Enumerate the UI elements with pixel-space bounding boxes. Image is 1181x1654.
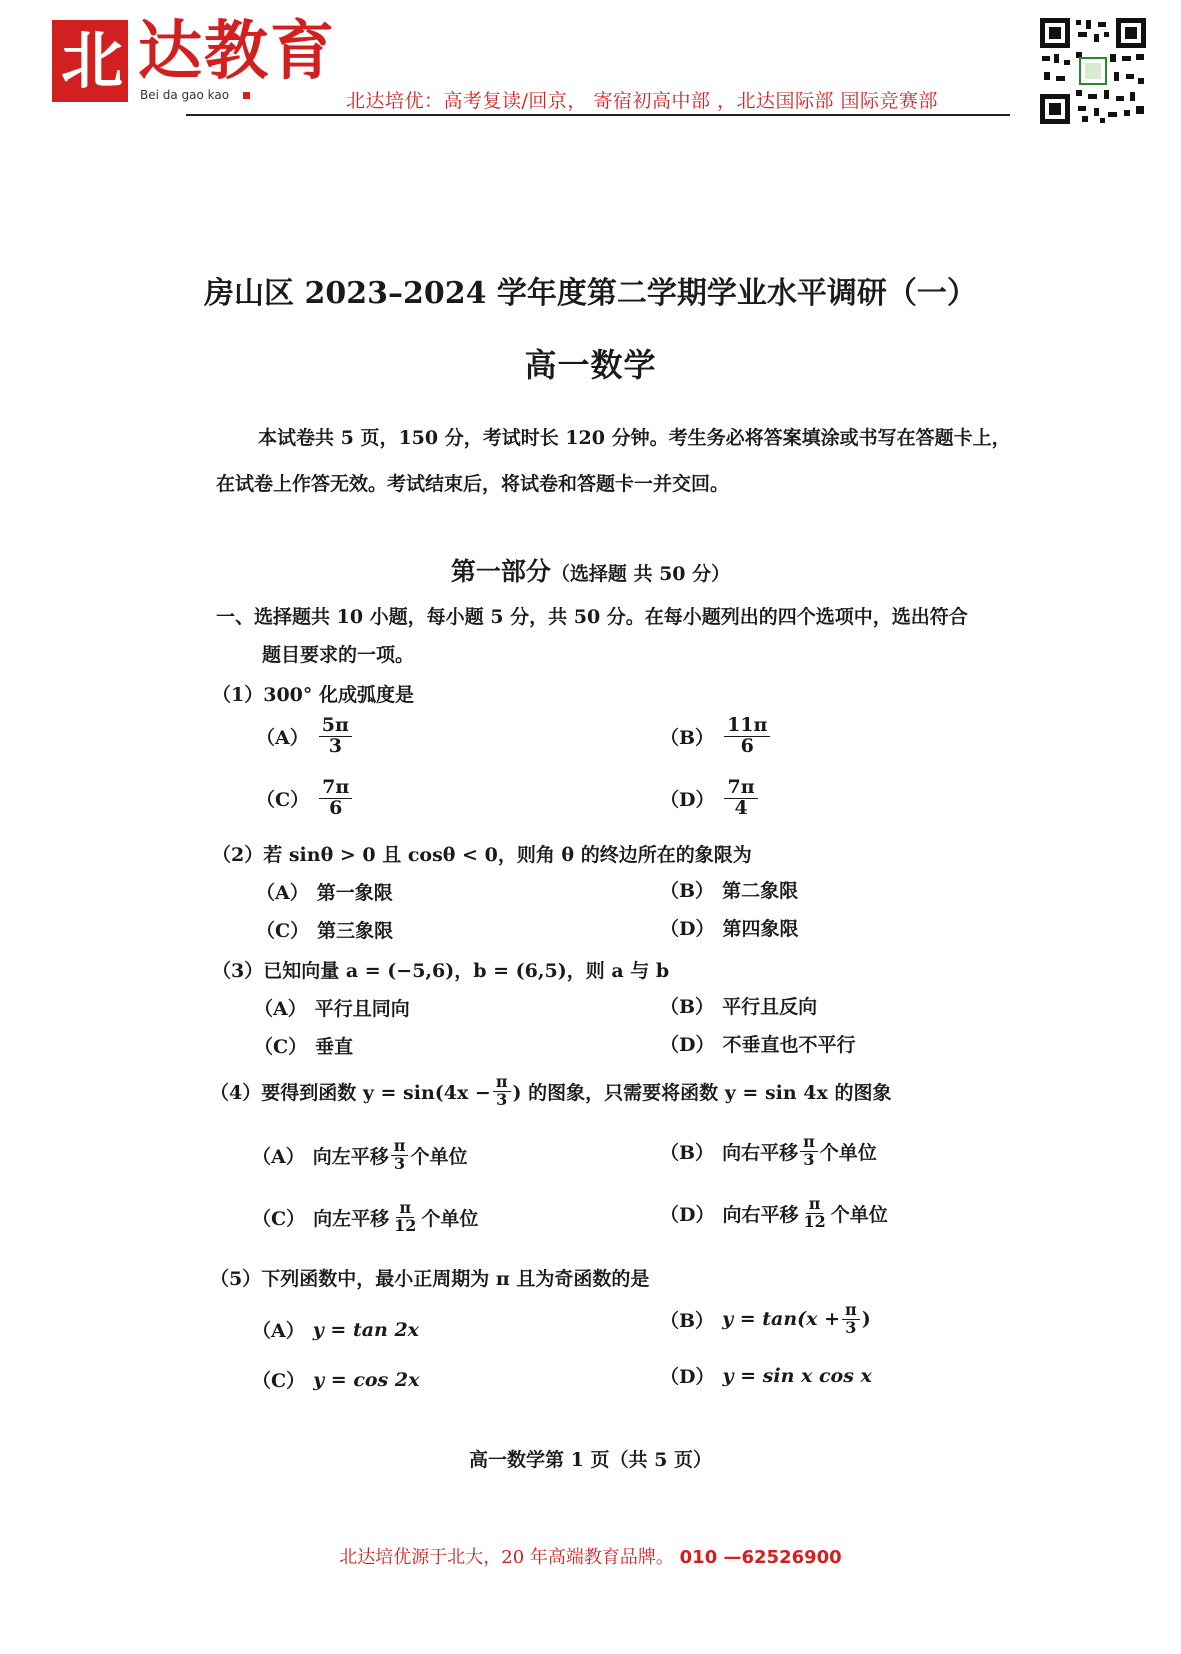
option-post: 个单位 [830,1203,888,1226]
fraction [800,1134,818,1169]
notice-line-2: 在试卷上作答无效。考试结束后，将试卷和答题卡一并交回。 [216,473,730,495]
question-4-stem [210,1074,891,1109]
header-divider [186,114,1010,116]
option-pre: y = tan(x + [722,1308,841,1331]
stem-pre: （4）要得到函数 y = sin(4x − [210,1081,491,1104]
option-label: （C） [252,1207,306,1230]
option-text: 第四象限 [722,918,799,940]
exam-subject: 高一数学 [524,346,657,384]
denominator: 6 [329,796,343,819]
section-instruction-2: 题目要求的一项。 [262,644,415,666]
logo-dot [243,92,250,99]
option-label: （D） [660,1203,715,1226]
option-label: （C） [256,788,310,811]
numerator: π [396,1200,414,1218]
option-label: （A） [256,882,309,904]
exam-title: 房山区 2023–2024 学年度第二学期学业水平调研（一） [204,276,977,311]
option-label: （D） [660,1366,715,1388]
numerator: 7π [319,778,352,799]
logo-mark: 北 [52,20,128,102]
q5-option-b [660,1302,871,1337]
notice-line-1: 本试卷共 5 页，150 分，考试时长 120 分钟。考生务必将答案填涂或书写在答题卡上， [258,427,1011,449]
q3-option-c [254,1032,353,1059]
qr-code-icon [1038,16,1148,126]
denominator: 12 [394,1215,417,1235]
logo-text: 达教育 [138,14,336,89]
numerator: 11π [724,716,770,737]
denominator: 4 [734,796,748,819]
option-text: 平行且反向 [722,996,818,1018]
option-label: （D） [660,788,715,811]
option-text: y = sin x cos x [722,1364,872,1387]
option-label: （B） [660,1141,715,1164]
part-title: 第一部分 [450,557,551,586]
option-text: 第三象限 [317,920,394,942]
fraction [801,1196,829,1231]
denominator: 6 [740,734,754,757]
option-text: 垂直 [315,1036,354,1058]
option-text: y = tan 2x [312,1318,420,1341]
q1-option-d [660,778,760,819]
option-text: 第一象限 [316,882,393,904]
denominator: 3 [328,734,342,757]
numerator: π [800,1134,818,1152]
q2-option-b [660,876,798,903]
option-pre: 向右平移 [722,1203,799,1226]
fraction [842,1302,860,1337]
option-pre: 向右平移 [722,1141,799,1164]
denominator: 3 [496,1089,508,1109]
option-label: （A） [252,1320,305,1342]
q2-option-d [660,914,799,941]
footer-ad-text: 北达培优源于北大，20 年高端教育品牌。 [339,1547,674,1568]
option-pre: 向左平移 [313,1207,390,1230]
option-post: ) [861,1308,871,1331]
header-slogan: 北达培优：高考复读/回京， 寄宿初高中部 ，北达国际部 国际竞赛部 [346,90,939,112]
denominator: 3 [394,1153,406,1173]
option-label: （C） [254,1036,308,1058]
q2-option-c [256,916,393,943]
footer-ad-phone: 010 —62526900 [679,1547,842,1568]
q5-option-c [252,1366,419,1393]
denominator: 3 [845,1317,857,1337]
option-label: （B） [660,880,715,902]
option-post: 个单位 [410,1145,468,1168]
option-label: （B） [660,996,715,1018]
numerator: π [391,1138,409,1156]
fraction [493,1074,511,1109]
q2-option-a [256,878,393,905]
option-label: （A） [256,726,309,749]
option-label: （C） [256,920,310,942]
stem-post: ) 的图象，只需要将函数 y = sin 4x 的图象 [512,1081,892,1104]
fraction [319,778,352,819]
option-post: 个单位 [421,1207,479,1230]
q5-option-d [660,1362,872,1389]
option-label: （D） [660,1034,715,1056]
question-3-stem: （3）已知向量 a = (−5,6)，b = (6,5)，则 a 与 b [212,960,670,982]
q5-option-a [252,1316,419,1343]
option-text: 平行且同向 [314,998,410,1020]
page-number: 高一数学第 1 页（共 5 页） [469,1449,712,1471]
q4-option-d [660,1196,888,1231]
option-pre: 向左平移 [312,1145,389,1168]
fraction [319,716,352,757]
option-text: 第二象限 [722,880,799,902]
option-post: 个单位 [819,1141,877,1164]
q1-option-b [660,716,772,757]
option-label: （B） [660,1309,715,1332]
option-text: y = cos 2x [313,1368,420,1391]
part-note: （选择题 共 50 分） [550,563,731,585]
footer-advert [0,1543,1181,1569]
numerator: π [806,1196,824,1214]
q3-option-d [660,1030,856,1057]
part-heading [0,552,1181,588]
section-instruction-1: 一、选择题共 10 小题，每小题 5 分，共 50 分。在每小题列出的四个选项中，选出符合 [216,606,968,628]
option-label: （A） [254,998,307,1020]
numerator: π [842,1302,860,1320]
fraction [391,1138,409,1173]
fraction [724,778,757,819]
option-label: （C） [252,1370,306,1392]
numerator: π [493,1074,511,1092]
logo-subtitle: Bei da gao kao [140,88,230,102]
q3-option-b [660,992,817,1019]
option-text: 不垂直也不平行 [722,1034,856,1056]
denominator: 12 [803,1211,826,1231]
question-2-stem: （2）若 sinθ > 0 且 cosθ < 0，则角 θ 的终边所在的象限为 [212,844,752,866]
option-label: （A） [252,1145,305,1168]
option-label: （B） [660,726,715,749]
q1-option-a [256,716,354,757]
q3-option-a [254,994,410,1021]
denominator: 3 [803,1149,815,1169]
question-1-stem: （1）300° 化成弧度是 [212,684,414,706]
q4-option-a [252,1138,468,1173]
fraction [391,1200,419,1235]
question-5-stem: （5）下列函数中，最小正周期为 π 且为奇函数的是 [210,1268,650,1290]
fraction [724,716,770,757]
q4-option-b [660,1134,877,1169]
numerator: 5π [319,716,352,737]
q1-option-c [256,778,354,819]
q4-option-c [252,1200,478,1235]
option-label: （D） [660,918,715,940]
numerator: 7π [724,778,757,799]
